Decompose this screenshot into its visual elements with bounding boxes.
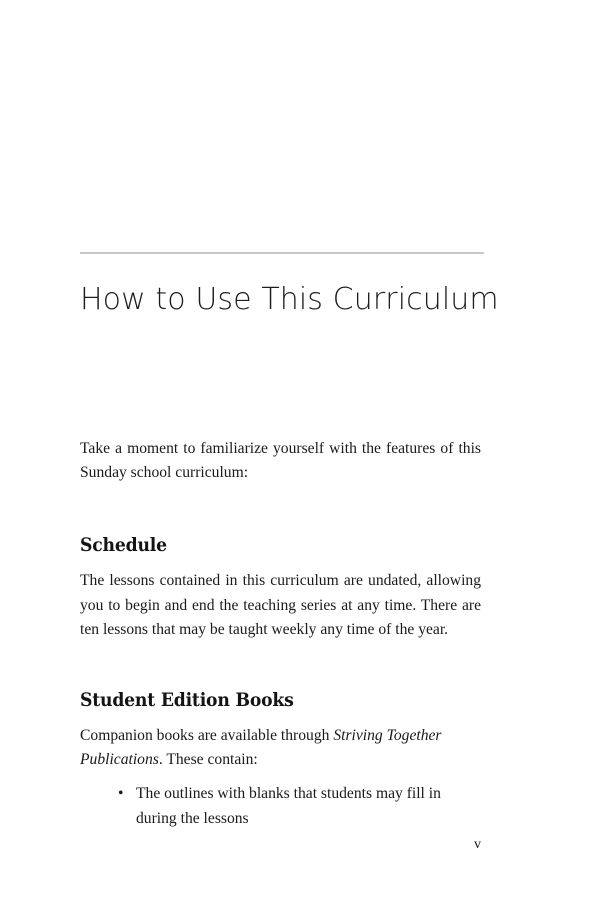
page-number: v <box>474 837 481 852</box>
spacer <box>80 557 481 569</box>
section-heading-student-edition-books: Student Edition Books <box>80 690 294 712</box>
chapter-divider-rule <box>80 252 484 254</box>
list-item-label: The outlines with blanks that students may fill in during the lessons <box>136 785 441 827</box>
spacer <box>80 712 481 724</box>
bullet-marker-icon: • <box>118 785 124 803</box>
list-item <box>80 782 481 830</box>
publisher-name-italic: Striving Together Publications <box>80 727 442 769</box>
spacer <box>80 642 481 690</box>
paragraph-text-lead: Companion books are available through <box>80 727 334 745</box>
feature-bullet-list <box>80 782 481 830</box>
section-paragraph-student-edition-books <box>80 724 481 772</box>
paragraph-text-tail: . These contain: <box>158 751 258 769</box>
spacer <box>80 485 481 535</box>
page-title: How to Use This Curriculum <box>80 282 499 318</box>
section-paragraph-schedule: The lessons contained in this curriculum are undated, allowing you to begin and end the teaching series at any time. There are ten lessons that may be taught weekly any time of the year. <box>80 572 481 638</box>
spacer <box>80 772 481 782</box>
intro-paragraph: Take a moment to familiarize yourself with the features of this Sunday school curriculum: <box>80 440 481 482</box>
page-content <box>80 437 481 831</box>
section-heading-schedule: Schedule <box>80 535 167 557</box>
